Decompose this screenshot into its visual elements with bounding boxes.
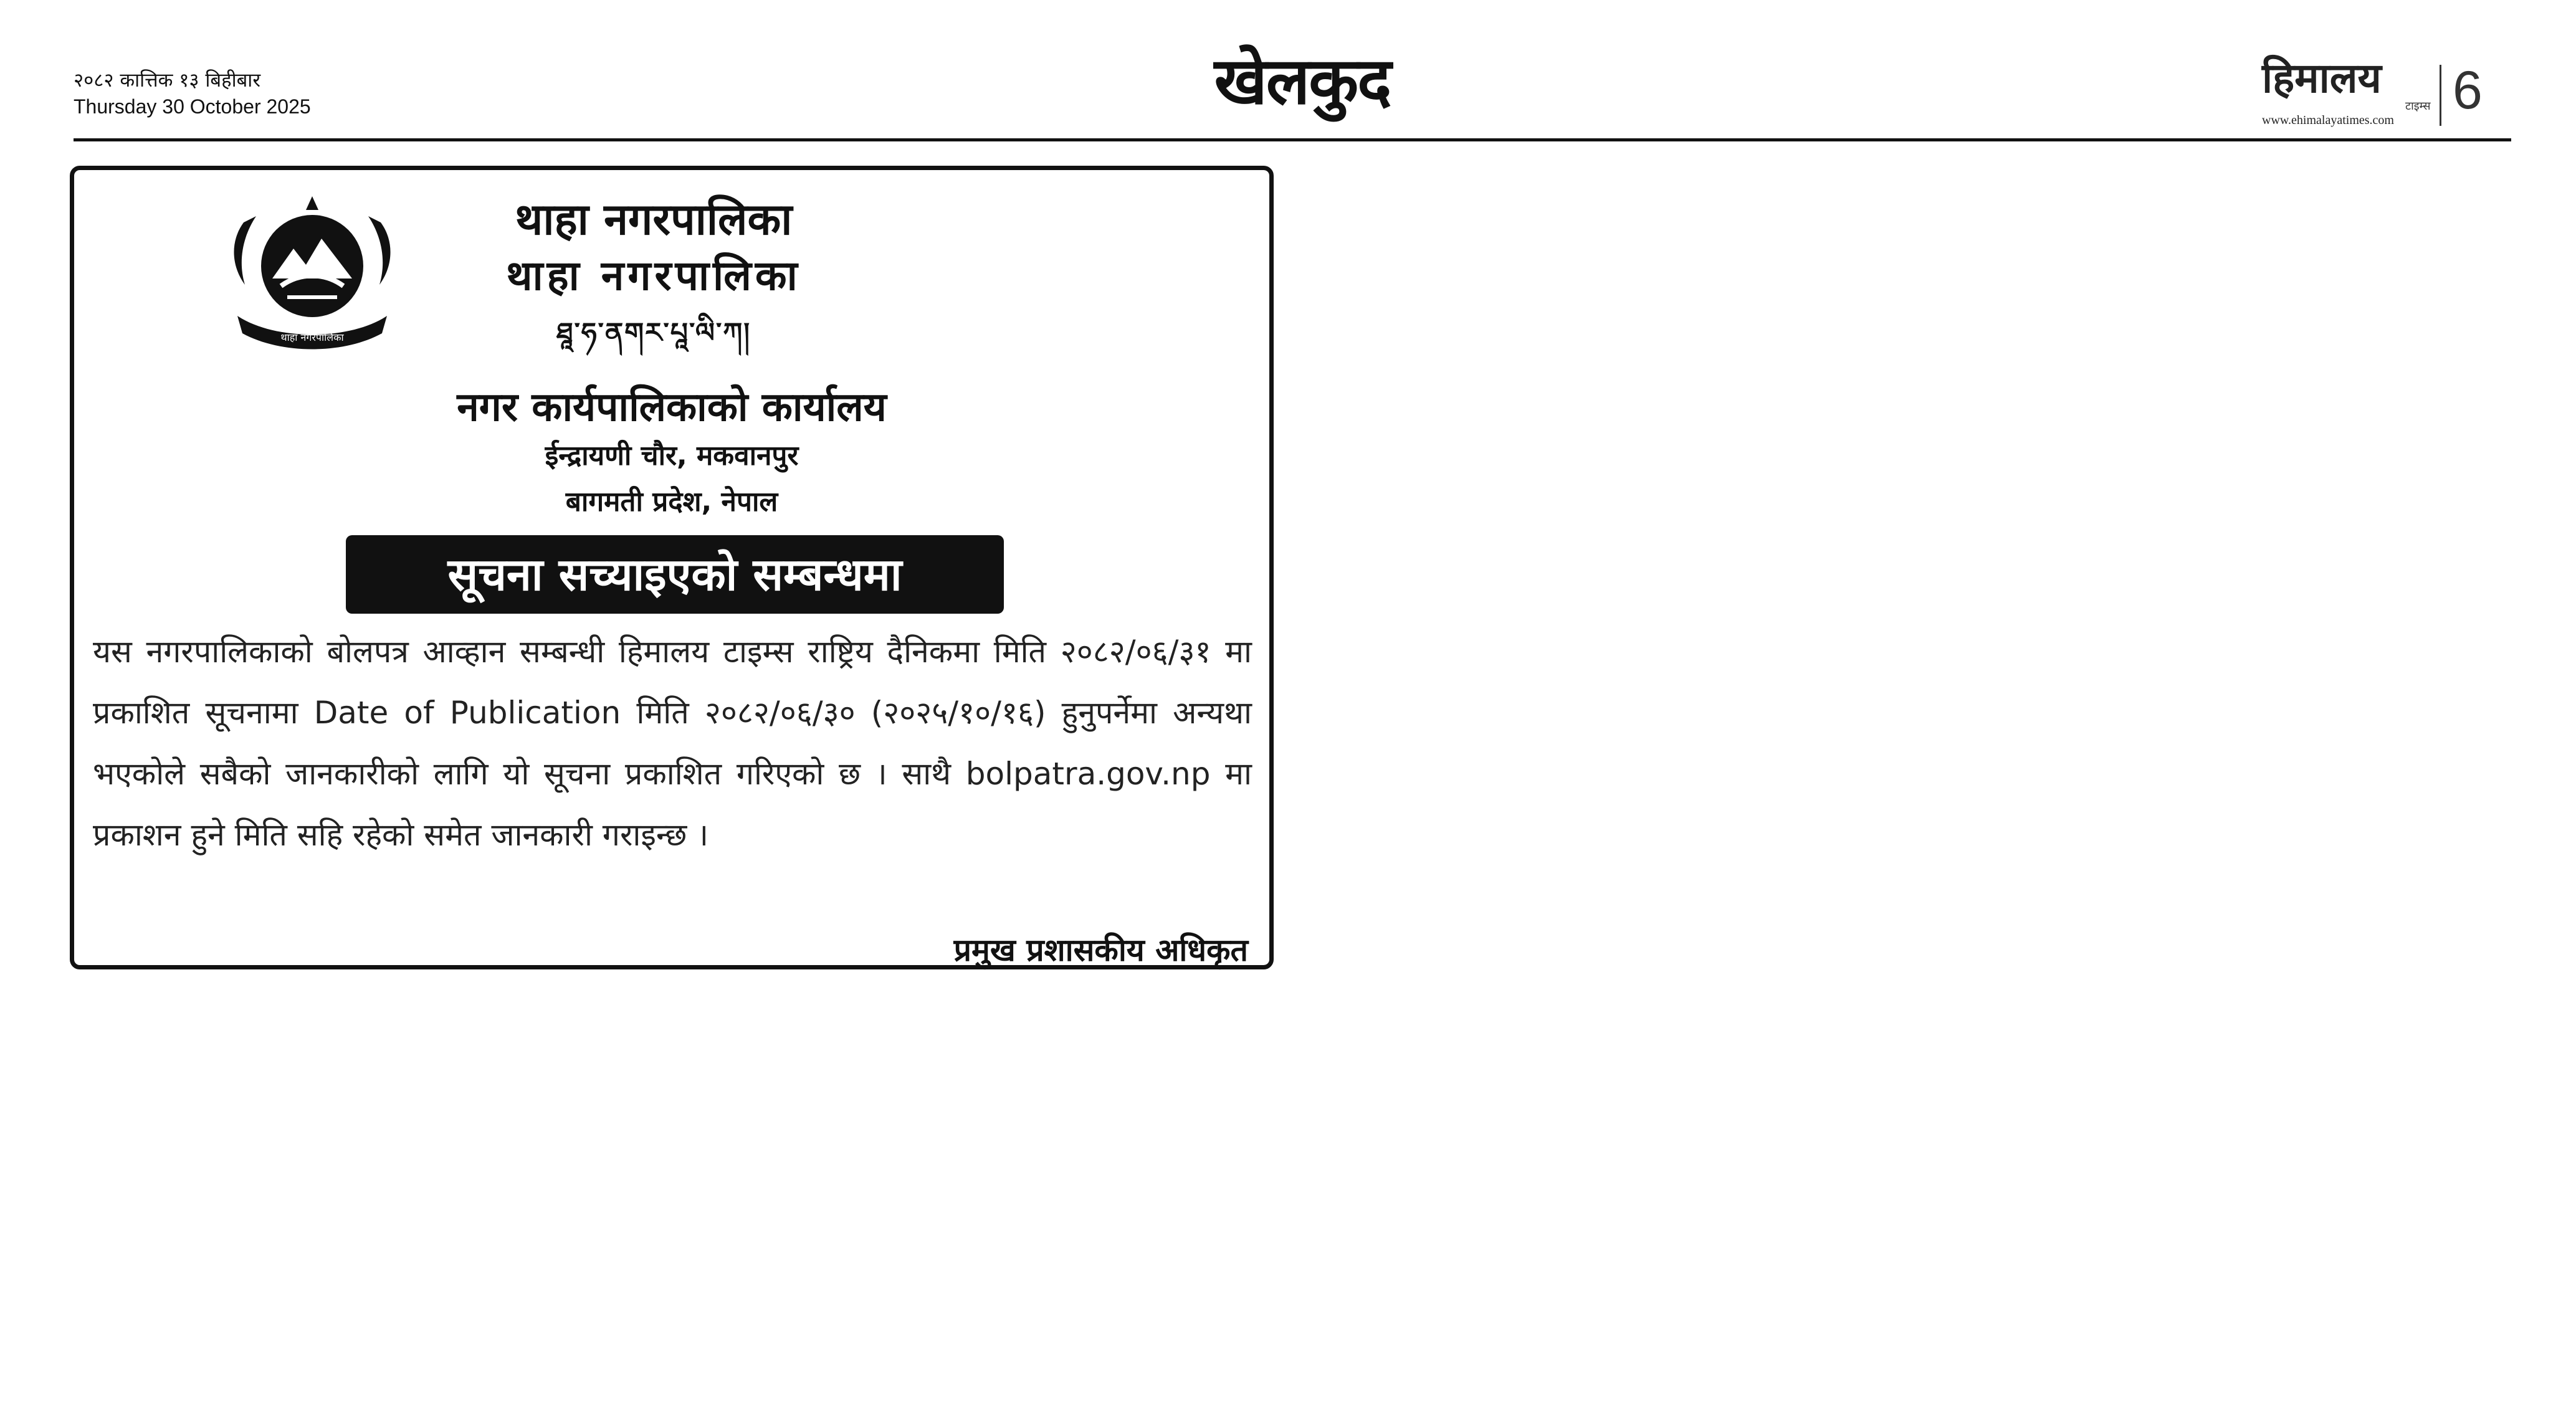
section-title: खेलकुद: [1214, 43, 1391, 119]
office-address-line-2: बागमती प्रदेश, नेपाल: [565, 486, 778, 518]
office-address-line-1: ईन्द्रायणी चौर, मकवानपुर: [545, 440, 799, 472]
municipality-name: थाहा नगरपालिका: [515, 194, 793, 245]
public-notice: [70, 166, 1274, 969]
nepali-date: २०८२ कात्तिक १३ बिहीबार: [74, 69, 261, 92]
municipality-name-tibetan: ཐཱ་ཧ་ནགར་པཱ་ལི་ཀ།: [556, 317, 751, 349]
notice-body: यस नगरपालिकाको बोलपत्र आव्हान सम्बन्धी हिमालय टाइम्स राष्ट्रिय दैनिकमा मिति २०८२/०६/३१ मा प्रकाशित सूचनामा Date of Publication मिति २०८२/०६/३० (२०२५/१०/१६) हुनुपर्नेमा अन्यथा भएकोले सबैको जानकारीको लागि यो सूचना प्रकाशित गरिएको छ । साथै bolpatra.gov.np मा प्रकाशन हुने मिति सहि रहेको समेत जानकारी गराइन्छ ।: [93, 634, 1252, 853]
masthead-logo: [2262, 54, 2524, 132]
notice-subject-banner: सूचना सच्याइएको सम्बन्धमा: [346, 535, 1004, 614]
issue-date: [74, 67, 311, 120]
english-date: Thursday 30 October 2025: [74, 95, 311, 118]
masthead-divider: [2440, 65, 2441, 126]
emblem-ring-text: थाहा नगरपालिका: [280, 331, 344, 343]
notice-signatory: प्रमुख प्रशासकीय अधिकृत: [953, 932, 1248, 968]
masthead-name: हिमालय: [2262, 54, 2382, 102]
masthead-url: www.ehimalayatimes.com: [2262, 113, 2394, 127]
masthead-subname: टाइम्स: [2405, 100, 2431, 113]
page-number: 6: [2453, 60, 2483, 120]
municipality-name-alt-script: थाहा नगरपालिका: [506, 252, 801, 300]
header-rule: [74, 138, 2511, 141]
office-name: नगर कार्यपालिकाको कार्यालय: [457, 384, 887, 431]
